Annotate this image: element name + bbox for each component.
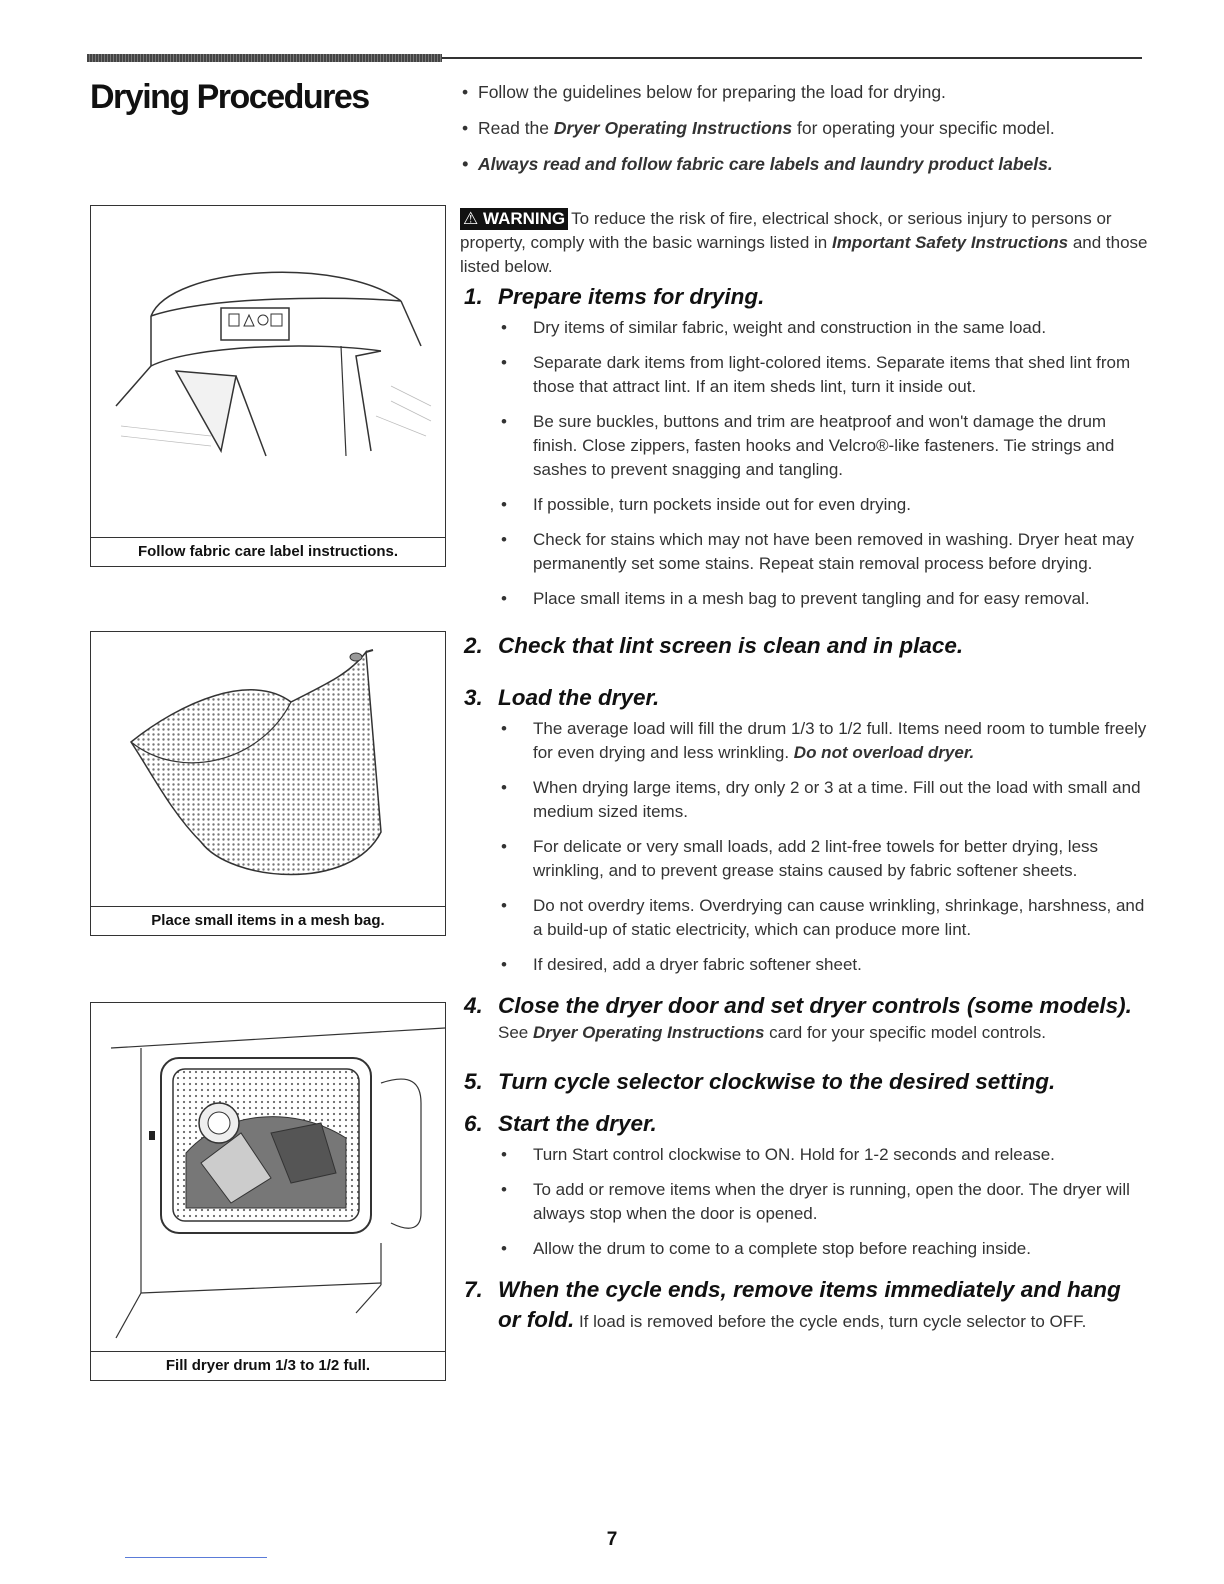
step-6	[462, 1109, 1148, 1261]
step-7	[462, 1275, 1148, 1337]
step-bullets	[462, 1143, 1148, 1261]
warning-badge: ⚠ WARNING	[460, 208, 568, 230]
step-heading: 1. Prepare items for drying.	[464, 284, 765, 309]
step-5	[462, 1067, 1148, 1097]
list-item: • Separate dark items from light-colored items. Separate items that shed lint from those that attract lint. If an item sheds lint, turn it inside out.	[462, 351, 1148, 399]
step-2	[462, 631, 1148, 661]
intro-line-emphasis: • Always read and follow fabric care labels and laundry product labels.	[462, 154, 1053, 174]
header-rule-thick	[87, 54, 442, 62]
shirt-collar-label-illustration	[91, 206, 445, 538]
list-item: • Dry items of similar fabric, weight and construction in the same load.	[462, 316, 1148, 340]
list-item: • Be sure buckles, buttons and trim are heatproof and won't damage the drum finish. Close zippers, fasten hooks and Velcro®-like fasteners. Tie strings and sashes to prevent snagging and tangling.	[462, 410, 1148, 482]
step-heading: 5. Turn cycle selector clockwise to the desired setting.	[464, 1069, 1056, 1094]
step-bullets	[462, 717, 1148, 977]
header-rule-thin	[442, 57, 1142, 59]
warning-block: ⚠ WARNING To reduce the risk of fire, electrical shock, or serious injury to persons or property, comply with the basic warnings listed in Important Safety Instructions and those listed below.	[460, 209, 1148, 276]
step-heading: 6. Start the dryer.	[464, 1111, 657, 1136]
step-heading: 2. Check that lint screen is clean and in place.	[464, 633, 964, 658]
figure-caption: Fill dryer drum 1/3 to 1/2 full.	[165, 1357, 371, 1374]
list-item: • For delicate or very small loads, add 2 lint-free towels for better drying, less wrinkling, and to prevent grease stains caused by fabric softener sheets.	[462, 835, 1148, 883]
step-heading: 4. Close the dryer door and set dryer controls (some models).	[464, 993, 1132, 1018]
list-item: • Turn Start control clockwise to ON. Hold for 1-2 seconds and release.	[462, 1143, 1148, 1167]
figure-caption: Follow fabric care label instructions.	[137, 543, 399, 560]
step-heading: 3. Load the dryer.	[464, 685, 660, 710]
dryer-operating-instructions-ref: Dryer Operating Instructions	[553, 118, 793, 138]
step-1	[462, 282, 1148, 611]
step-bullets	[462, 316, 1148, 611]
mesh-bag-illustration	[91, 632, 445, 907]
list-item: • When drying large items, dry only 2 or 3 at a time. Fill out the load with small and medium sized items.	[462, 776, 1148, 824]
step-3	[462, 683, 1148, 977]
important-safety-instructions-ref: Important Safety Instructions	[831, 233, 1069, 252]
list-item: • To add or remove items when the dryer is running, open the door. The dryer will always stop when the door is opened.	[462, 1178, 1148, 1226]
step-note: See Dryer Operating Instructions card for your specific model controls.	[498, 1023, 1046, 1042]
list-item: • If possible, turn pockets inside out for even drying.	[462, 493, 1148, 517]
figure-dryer-drum	[90, 1002, 446, 1381]
footer-rule	[125, 1557, 267, 1558]
figure-caption: Place small items in a mesh bag.	[151, 912, 385, 929]
dryer-drum-illustration	[91, 1003, 445, 1352]
intro-line: • Follow the guidelines below for preparing the load for drying.	[462, 82, 946, 102]
header-rule	[87, 54, 1142, 62]
intro-line: • Read the Dryer Operating Instructions for operating your specific model.	[462, 118, 1055, 138]
figure-care-label	[90, 205, 446, 567]
step-heading: 7. When the cycle ends, remove items immediately and hang or fold. If load is removed before the cycle ends, turn cycle selector to OFF.	[464, 1277, 1121, 1332]
list-item: • Check for stains which may not have been removed in washing. Dryer heat may permanently set some stains. Repeat stain removal process before drying.	[462, 528, 1148, 576]
figure-mesh-bag	[90, 631, 446, 936]
steps-list	[462, 282, 1148, 1341]
page-title: Drying Procedures	[90, 78, 369, 116]
intro-section	[462, 80, 1162, 188]
do-not-overload-warning: Do not overload dryer.	[793, 743, 975, 762]
page-number: 7	[606, 1529, 618, 1550]
list-item: • Allow the drum to come to a complete stop before reaching inside.	[462, 1237, 1148, 1261]
list-item: • If desired, add a dryer fabric softener sheet.	[462, 953, 1148, 977]
list-item: • Place small items in a mesh bag to prevent tangling and for easy removal.	[462, 587, 1148, 611]
dryer-operating-instructions-ref: Dryer Operating Instructions	[532, 1023, 765, 1042]
list-item: • Do not overdry items. Overdrying can cause wrinkling, shrinkage, harshness, and a build-up of static electricity, which can produce more lint.	[462, 894, 1148, 942]
list-item: • The average load will fill the drum 1/3 to 1/2 full. Items need room to tumble freely for even drying and less wrinkling. Do not overload dryer.	[462, 717, 1148, 765]
step-4	[462, 991, 1148, 1045]
